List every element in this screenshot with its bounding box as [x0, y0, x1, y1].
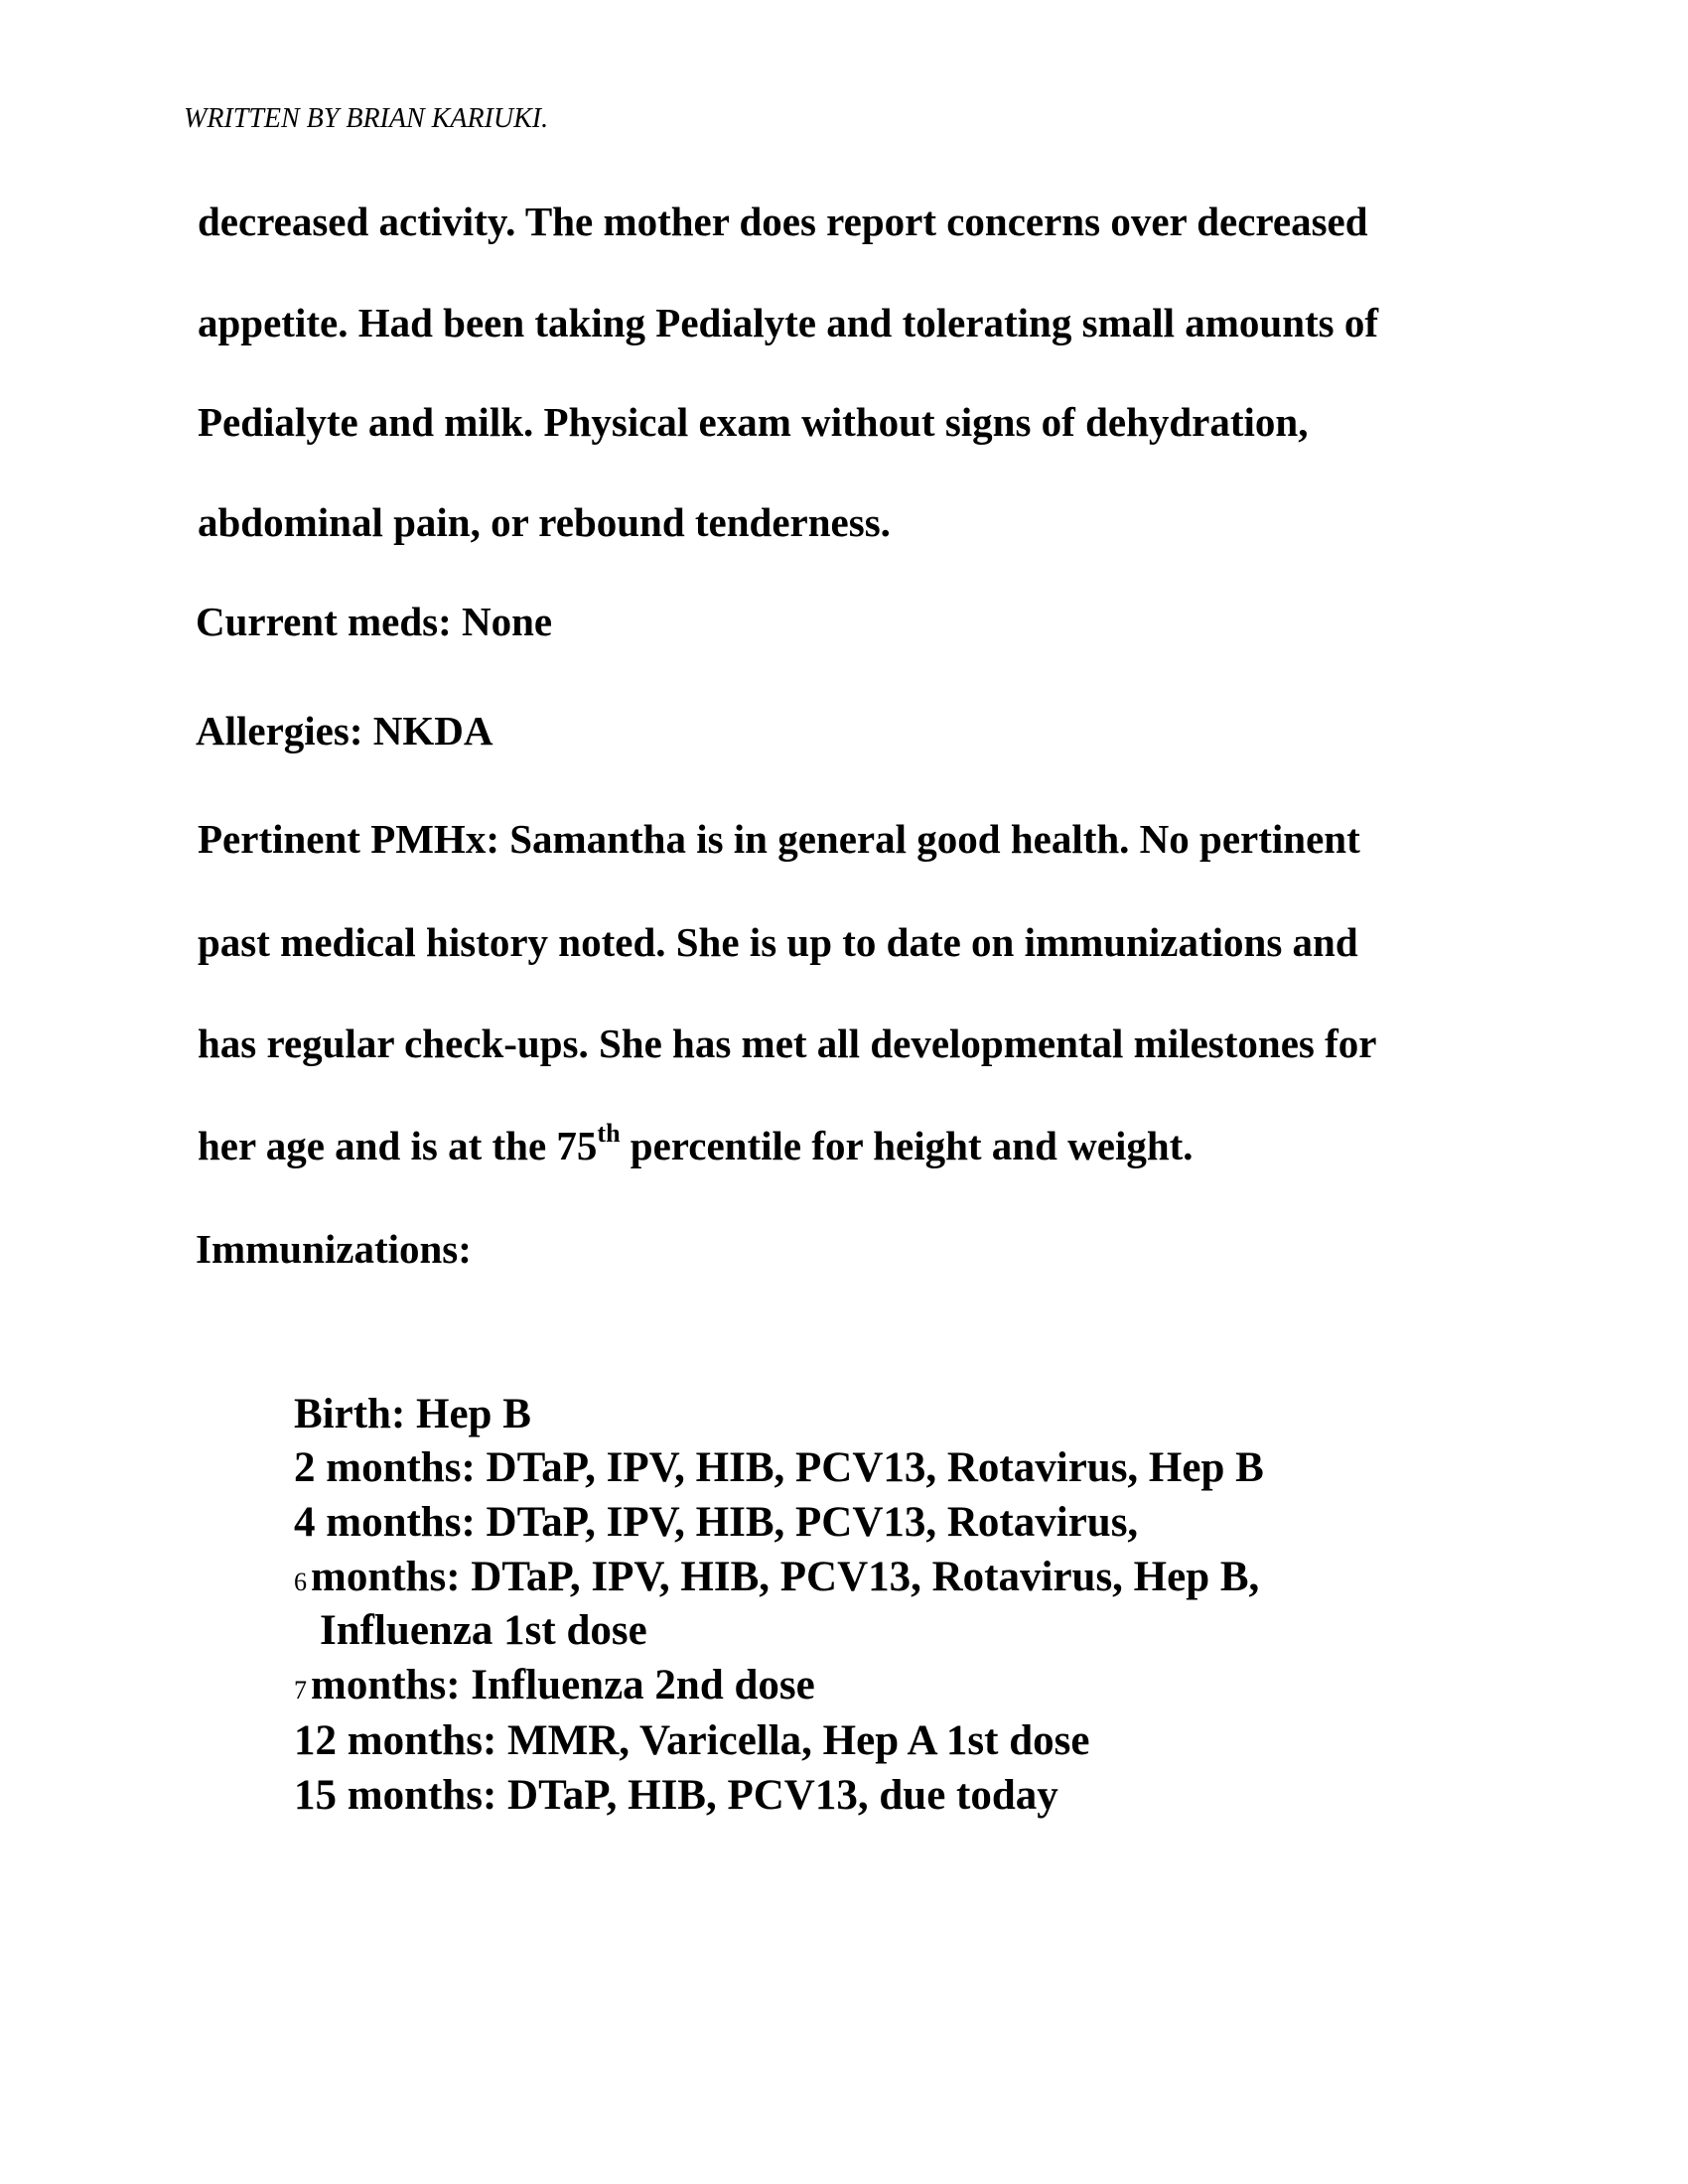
immunization-item: Birth: Hep B — [294, 1391, 531, 1437]
pmhx-line: Pertinent PMHx: Samantha is in general good health. No pertinent — [198, 816, 1360, 862]
immunization-item: 2 months: DTaP, IPV, HIB, PCV13, Rotavirus, Hep B — [294, 1444, 1264, 1491]
immunizations-heading: Immunizations: — [196, 1226, 472, 1272]
paragraph-line: abdominal pain, or rebound tenderness. — [198, 499, 891, 545]
immunization-item: 12 months: MMR, Varicella, Hep A 1st dose — [294, 1717, 1090, 1764]
pmhx-text: percentile for height and weight. — [620, 1123, 1194, 1168]
paragraph-line: decreased activity. The mother does report concerns over decreased — [198, 199, 1368, 244]
immunization-item: Influenza 1st dose — [320, 1607, 647, 1654]
current-meds: Current meds: None — [196, 599, 553, 644]
pmhx-line: has regular check-ups. She has met all developmental milestones for — [198, 1021, 1377, 1066]
immunization-text: months: DTaP, IPV, HIB, PCV13, Rotavirus, Hep B, — [311, 1554, 1260, 1600]
allergies: Allergies: NKDA — [196, 708, 493, 753]
immunization-item — [294, 1556, 1259, 1598]
immunization-item: 4 months: DTaP, IPV, HIB, PCV13, Rotavirus, — [294, 1499, 1139, 1546]
immunization-item: 15 months: DTaP, HIB, PCV13, due today — [294, 1772, 1058, 1819]
paragraph-line: appetite. Had been taking Pedialyte and tolerating small amounts of — [198, 300, 1379, 345]
month-number: 7 — [294, 1676, 307, 1705]
pmhx-line — [198, 1119, 1194, 1168]
immunization-item — [294, 1664, 815, 1706]
immunization-text: months: Influenza 2nd dose — [311, 1662, 815, 1708]
month-number: 6 — [294, 1568, 307, 1596]
pmhx-text: her age and is at the 75 — [198, 1123, 598, 1168]
page-header-author: WRITTEN BY BRIAN KARIUKI. — [184, 103, 549, 134]
pmhx-line: past medical history noted. She is up to date on immunizations and — [198, 919, 1358, 965]
ordinal-suffix: th — [597, 1119, 621, 1148]
paragraph-line: Pedialyte and milk. Physical exam without signs of dehydration, — [198, 399, 1309, 445]
